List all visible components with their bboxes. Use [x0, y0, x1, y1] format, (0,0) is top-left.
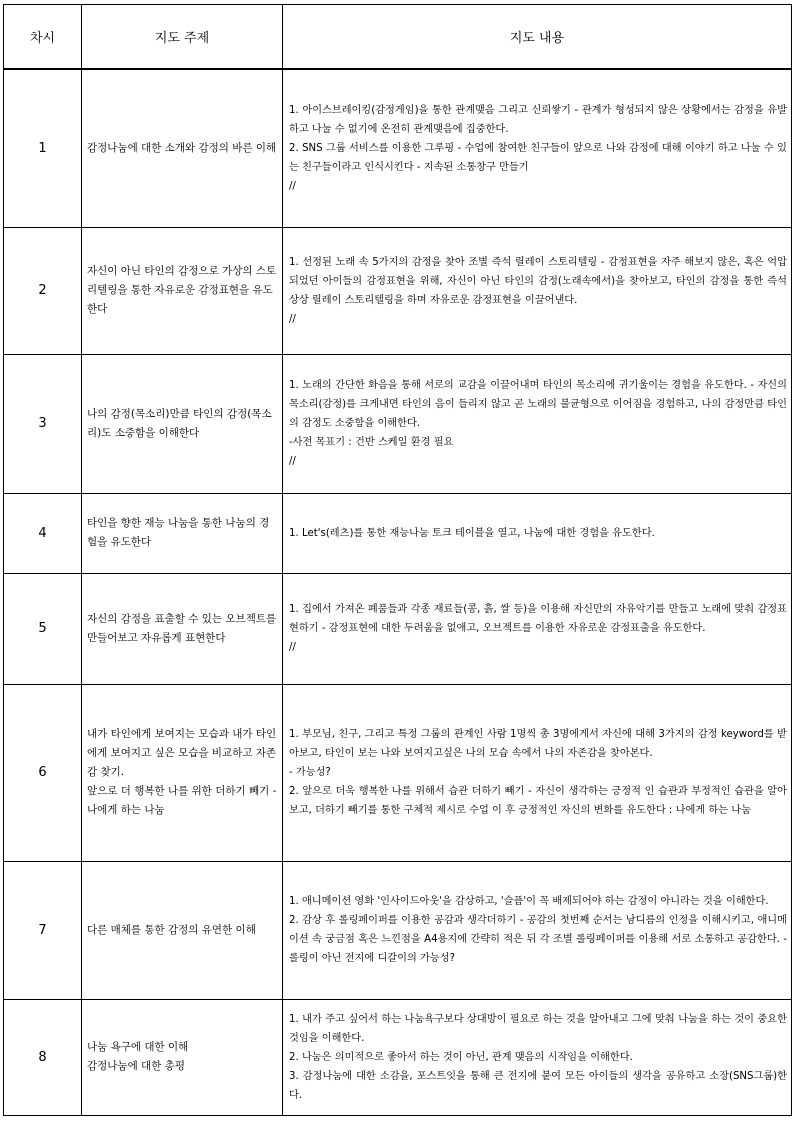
content-cell: [283, 227, 792, 354]
content-line: 2. SNS 그룹 서비스를 이용한 그루핑 - 수업에 참여한 친구들이 앞으로 나와 감정에 대해 이야기 하고 나눌 수 있는 친구들이라고 인식시킨다 - 지속된 소통창구 만들기: [289, 142, 787, 173]
topic-line: 감정나눔에 대한 소개와 감정의 바른 이해: [87, 141, 277, 154]
table-row: [4, 861, 792, 999]
table-row: [4, 684, 792, 861]
topic-line: 앞으로 더 행복한 나를 위한 더하기 빼기 - 나에게 하는 나눔: [87, 785, 280, 816]
topic-line: 다른 매체를 통한 감정의 유연한 이해: [87, 923, 256, 936]
content-line: 2. 감상 후 롤링페이퍼를 이용한 공감과 생각더하기 - 공감의 첫번째 순서는 남디름의 인정을 이해시키고, 애니메이션 속 궁금점 혹은 느낀점을 A4용지에 간략히 적은 뒤 각 조별 롤링페이퍼를 이용해 서로 소통하고 공감한다. -롤링이 아닌 전지에 디갈이의 가능성?: [289, 915, 787, 964]
session-number: 4: [4, 493, 82, 573]
topic-cell: [82, 684, 283, 861]
table-row: [4, 354, 792, 493]
topic-cell: [82, 69, 283, 227]
topic-line: 나의 감정(목소리)만큼 타인의 감정(목소리)도 소중함을 이해한다: [87, 407, 272, 439]
content-line: 2. 앞으로 더욱 행복한 나를 위해서 습관 더하기 빼기 - 자신이 생각하는 긍정적 인 습관과 부정적인 습관을 알아보고, 더하기 빼기를 통한 구체적 제시로 수업 이 후 긍정적인 자신의 변화를 유도한다 : 나에게 하는 나눔: [289, 786, 787, 816]
content-cell: [283, 861, 792, 999]
topic-cell: [82, 999, 283, 1115]
table-row: [4, 573, 792, 684]
table-row: [4, 69, 792, 227]
content-line: //: [289, 642, 296, 653]
table-header-row: [4, 5, 792, 70]
topic-line: 나눔 욕구에 대한 이해: [87, 1041, 189, 1053]
topic-cell: [82, 493, 283, 573]
content-line: 1. 아이스브레이킹(감정게임)을 통한 관계맺음 그리고 신뢰쌓기 - 관계가 형성되지 않은 상황에서는 감정을 유발하고 나눌 수 없기에 온전히 관계맺음에 집중한다.: [289, 104, 787, 135]
content-line: 3. 감정나눔에 대한 소감을, 포스트잇을 통해 큰 전지에 붙여 모든 아이들의 생각을 공유하고 소장(SNS그룹)한다.: [289, 1070, 787, 1101]
session-number: 3: [4, 354, 82, 493]
content-cell: [283, 999, 792, 1115]
content-line: -사전 목표기 : 건반 스케일 환경 필요: [289, 437, 454, 448]
content-line: //: [289, 456, 296, 467]
topic-cell: [82, 861, 283, 999]
lesson-plan-table: [3, 4, 792, 1116]
content-cell: [283, 354, 792, 493]
topic-cell: [82, 354, 283, 493]
topic-line: 자신의 감정을 표출할 수 있는 오브젝트를 만들어보고 자유롭게 표현한다: [87, 612, 280, 644]
header-session: 차시: [4, 5, 82, 70]
topic-cell: [82, 573, 283, 684]
content-line: 1. 내가 주고 싶어서 하는 나눔욕구보다 상대방이 필요로 하는 것을 알아내고 그에 맞춰 나눔을 하는 것이 중요한 것임을 이해한다.: [289, 1013, 791, 1044]
content-line: //: [289, 180, 296, 192]
table-row: [4, 493, 792, 573]
topic-line: 내가 타인에게 보여지는 모습과 내가 타인에게 보여지고 싶은 모습을 비교하고 자존감 찾기.: [87, 728, 277, 778]
session-number: 1: [4, 69, 82, 227]
topic-line: 감정나눔에 대한 총평: [87, 1060, 185, 1072]
session-number: 5: [4, 573, 82, 684]
content-cell: [283, 493, 792, 573]
content-cell: [283, 684, 792, 861]
topic-cell: [82, 227, 283, 354]
table-row: [4, 999, 792, 1115]
content-line: 1. Let's(레츠)를 통한 재능나눔 토크 테이블을 열고, 나눔에 대한 경험을 유도한다.: [289, 527, 655, 539]
content-line: - 가능성?: [289, 767, 331, 778]
header-topic: 지도 주제: [82, 5, 283, 70]
content-line: 1. 집에서 가져온 폐품들과 각종 재료들(콩, 흙, 쌀 등)을 이용해 자신만의 자유악기를 만들고 노래에 맞춰 감정표현하기 - 감정표현에 대한 두려움을 없애고, 오브젝트를 이용한 자유로운 감정표출을 유도한다.: [289, 604, 787, 634]
table-row: [4, 227, 792, 354]
session-number: 8: [4, 999, 82, 1115]
content-line: //: [289, 313, 296, 325]
topic-line: 자신이 아닌 타인의 감정으로 가상의 스토리텔링을 통한 자유로운 감정표현을 유도한다: [87, 265, 277, 315]
header-content: 지도 내용: [283, 5, 792, 70]
content-cell: [283, 69, 792, 227]
session-number: 6: [4, 684, 82, 861]
content-line: 1. 선정된 노래 속 5가지의 감정을 찾아 조별 즉석 릴레이 스토리텔링 - 감정표현을 자주 해보지 않은, 혹은 억압되었던 아이들의 감정표현을 위해, 자신이 아닌 타인의 감정(노래속에서)을 찾아보고, 타인의 감정을 통한 즉석 상상 릴레이 스토리텔링을 하며 자유로운 감정표현을 이끌어낸다.: [289, 256, 791, 306]
content-line: 1. 노래의 간단한 화음을 통해 서로의 교감을 이끌어내며 타인의 목소리에 귀기울이는 경험을 유도한다. - 자신의 목소리(감정)를 크게내면 타인의 음이 들리지 않고 곧 노래의 불균형으로 이어짐을 경험하고, 나의 감정만큼 타인의 감정도 소중함을 이해한다.: [289, 380, 791, 429]
content-line: 2. 나눔은 의미적으로 좋아서 하는 것이 아닌, 관계 맺음의 시작임을 이해한다.: [289, 1051, 633, 1063]
session-number: 7: [4, 861, 82, 999]
session-number: 2: [4, 227, 82, 354]
content-cell: [283, 573, 792, 684]
content-line: 1. 부모님, 친구, 그리고 특정 그룹의 관계인 사람 1명씩 총 3명에게서 자신에 대해 3가지의 감정 keyword를 받아보고, 타인이 보는 나와 보여지고싶은 나의 모습 속에서 나의 자존감을 찾아본다.: [289, 729, 787, 759]
content-line: 1. 애니메이션 영화 '인사이드아웃'을 감상하고, '슬픔'이 꼭 배제되어야 하는 감정이 아니라는 것을 이해한다.: [289, 896, 769, 907]
topic-line: 타인을 향한 재능 나눔을 통한 나눔의 경험을 유도한다: [87, 517, 270, 548]
